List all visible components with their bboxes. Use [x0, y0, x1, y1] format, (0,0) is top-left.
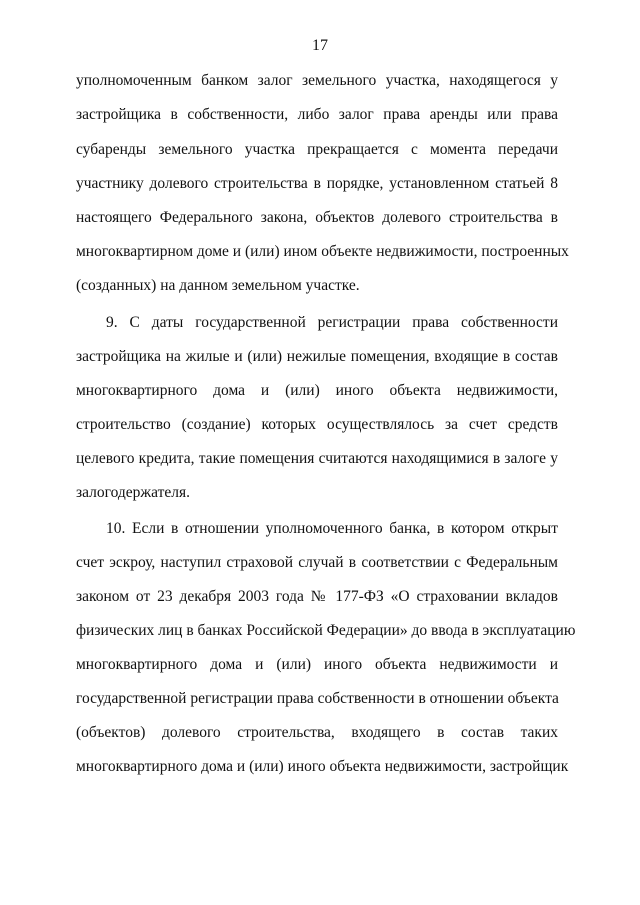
page-number: 17 [312, 37, 328, 54]
paragraph-first-line: 10. Если в отношении уполномоченного банка, в котором открыт [106, 520, 558, 537]
text-line: многоквартирном доме и (или) ином объекте недвижимости, построенных [76, 243, 569, 260]
text-line: залогодержателя. [76, 484, 190, 501]
text-line: законом от 23 декабря 2003 года № 177-ФЗ «О страховании вкладов [76, 588, 558, 605]
text-line: счет эскроу, наступил страховой случай в соответствии с Федеральным [76, 554, 558, 571]
text-line: строительство (создание) которых осуществлялось за счет средств [76, 416, 558, 433]
text-line: участнику долевого строительства в порядке, установленном статьей 8 [76, 175, 558, 192]
text-line: многоквартирного дома и (или) иного объекта недвижимости, [76, 382, 558, 399]
text-line: государственной регистрации права собственности в отношении объекта [76, 690, 559, 707]
text-line: уполномоченным банком залог земельного участка, находящегося у [76, 72, 558, 89]
text-line: настоящего Федерального закона, объектов долевого строительства в [76, 209, 558, 226]
text-line: многоквартирного дома и (или) иного объекта недвижимости и [76, 656, 558, 673]
text-line: застройщика на жилые и (или) нежилые помещения, входящие в состав [76, 348, 558, 365]
text-line: (созданных) на данном земельном участке. [76, 277, 360, 294]
paragraph-first-line: 9. С даты государственной регистрации права собственности [106, 314, 558, 331]
text-line: многоквартирного дома и (или) иного объекта недвижимости, застройщик [76, 758, 569, 775]
text-line: субаренды земельного участка прекращается с момента передачи [76, 141, 558, 158]
text-line: целевого кредита, такие помещения считаются находящимися в залоге у [76, 450, 558, 467]
text-line: (объектов) долевого строительства, входящего в состав таких [76, 724, 558, 741]
text-line: застройщика в собственности, либо залог права аренды или права [76, 106, 558, 123]
text-line: физических лиц в банках Российской Федерации» до ввода в эксплуатацию [76, 622, 576, 639]
